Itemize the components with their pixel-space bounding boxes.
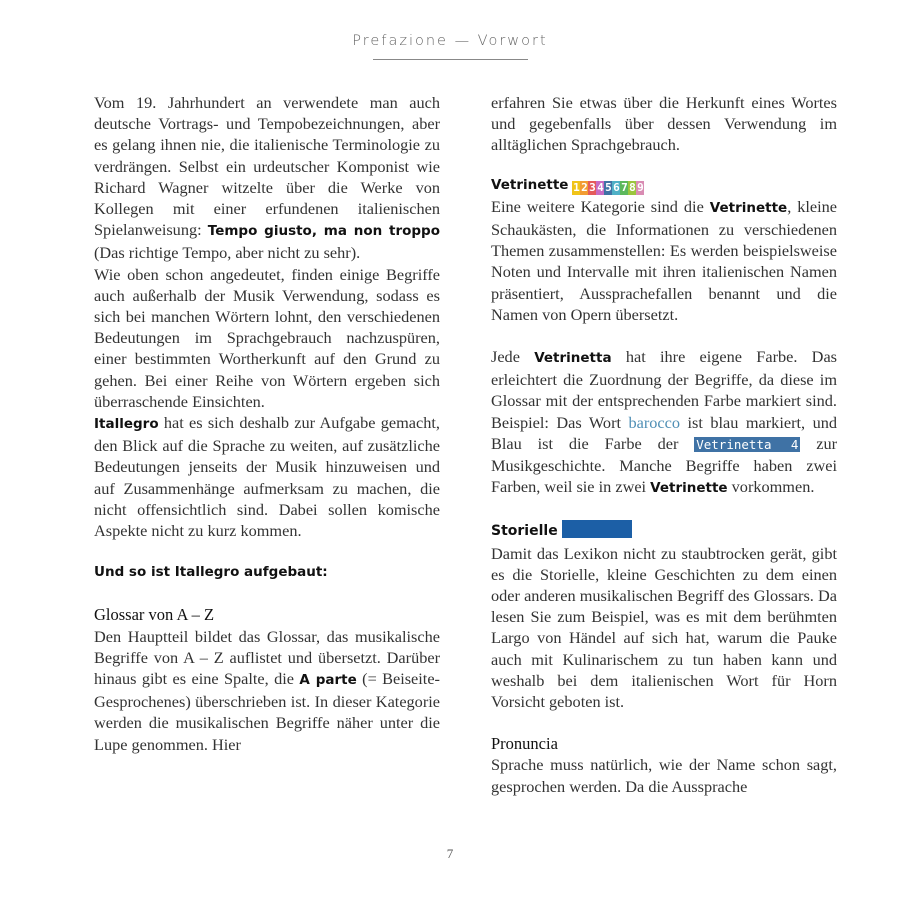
header-title: Prefazione — Vorwort <box>352 33 548 49</box>
vetrinetta-digit-4: 4 <box>597 180 604 194</box>
text: Vom 19. Jahrhundert an verwendete man auch deutsche Vortrags- und Tempobezeichnungen, aber es gelang ihnen nie, die italienische Terminologie zu verdrängen. Selbst ein urdeutscher Komponist wie Richard Wagner witzelte über die Werke von Kollegen mit einer erfundenen italienischen Spielanweisung: <box>94 93 440 240</box>
heading-pronuncia: Pronuncia <box>491 734 558 754</box>
right-column <box>491 92 837 797</box>
vetrinetta-digit-2: 2 <box>581 180 588 194</box>
text: ist blau markiert, und Blau ist die Farbe der <box>491 412 837 453</box>
text: Eine weitere Kategorie sind die <box>491 196 710 216</box>
text: Den Hauptteil bildet das Glossar, das musikalische Begriffe von A – Z auflistet und übersetzt. Darüber hinaus gibt es eine Spalte, die <box>94 626 440 689</box>
vetrinetta-digit-1: 1 <box>573 180 580 194</box>
text: hat es sich deshalb zur Aufgabe gemacht, den Blick auf die Sprache zu weiten, auf zusätzliche Bedeutungen jenseits der Musik hinzuweisen und auf Zusammenhänge aufmerksam zu machen, die nicht offensichtlich sind. Dabei sollen komische Aspekte nicht zu kurz kommen. <box>94 413 440 541</box>
running-header <box>0 32 900 50</box>
paragraph-vetrinette <box>491 196 837 325</box>
text: hat ihre eigene Farbe. Das erleichtert die Zuordnung der Begriffe, da diese im Glossar mit der entsprechenden Farbe markiert sind. Beispiel: Das Wort <box>491 347 838 432</box>
vetrinette-color-key <box>572 181 644 195</box>
heading-vetrinette <box>491 175 837 196</box>
page-number: 7 <box>446 846 454 861</box>
paragraph-herkunft: erfahren Sie etwas über die Herkunft eines Wortes und gegebenfalls über dessen Verwendung im alltäglichen Sprachgebrauch. <box>491 93 837 155</box>
storielle-color-bar <box>562 520 632 538</box>
term-vetrinetta: Vetrinetta <box>534 350 612 367</box>
header-rule <box>373 59 528 60</box>
paragraph-farbe <box>491 346 837 499</box>
vetrinetta-digit-6: 6 <box>613 180 620 194</box>
text: Jede <box>491 347 535 367</box>
left-column <box>94 92 440 755</box>
vetrinetta-digit-9: 9 <box>637 180 644 194</box>
text: , kleine Schaukästen, die Informationen zu verschiedenen Themen zusammenstellen: Es werden beispielsweise Noten und Intervalle mit ihren italienischen Namen präsentiert, Aussprachefallen benannt und die Namen von Opern übersetzt. <box>491 196 838 324</box>
term-barocco: barocco <box>628 412 681 432</box>
term-a-parte: A parte <box>299 672 357 689</box>
vetrinetta-digit-8: 8 <box>629 180 636 194</box>
heading-text: Vetrinette <box>491 176 569 193</box>
term-vetrinette: Vetrinette <box>709 199 788 216</box>
vetrinetta-digit-7: 7 <box>621 180 628 194</box>
text: vorkommen. <box>727 477 815 497</box>
heading-storielle <box>491 520 837 542</box>
vetrinetta-digit-5: 5 <box>605 180 612 194</box>
term-vetrinette-2: Vetrinette <box>650 480 728 497</box>
paragraph-begriffe: Wie oben schon angedeutet, finden einige Begriffe auch außerhalb der Musik Verwendung, sodass es sich bei manchen Wörtern lohnt, den verschiedenen Bedeutungen im Sprachgebrauch nachzuspüren, einer bestimmten Wortherkunft auf den Grund zu gehen. Bei einer Reihe von Wörtern ergeben sich überraschende Einsichten. <box>94 264 440 411</box>
paragraph-pronuncia: Sprache muss natürlich, wie der Name schon sagt, gesprochen werden. Da die Aussprache <box>491 755 837 796</box>
paragraph-itallegro <box>94 412 440 541</box>
text: (= Beiseite-Gesprochenes) überschrieben ist. In dieser Kategorie werden die musikalischen Begriffe näher unter die Lupe genommen. Hier <box>94 669 440 754</box>
paragraph-glossar <box>94 626 440 755</box>
paragraph-wagner <box>94 92 440 264</box>
heading-text: Storielle <box>491 523 558 540</box>
term-itallegro: Itallegro <box>94 416 159 433</box>
vetrinetta-digit-3: 3 <box>589 180 596 194</box>
paragraph-storielle: Damit das Lexikon nicht zu staubtrocken gerät, gibt es die Storielle, kleine Geschichten zu dem einen oder anderen musikalischen Begriff des Glossars. Da lesen Sie zum Beispiel, was es mit dem berühmten Largo von Händel auf sich hat, warum die Pauke auch mit Kulinarischem zu tun haben kann und weshalb bei dem italienischen Wort für Horn Vorsicht geboten ist. <box>491 543 837 712</box>
tag-vetrinetta-4: Vetrinetta 4 <box>696 436 799 452</box>
text: (Das richtige Tempo, aber nicht zu sehr). <box>94 243 361 263</box>
text: zur Musikgeschichte. Manche Begriffe haben zwei Farben, weil sie in zwei <box>491 433 838 497</box>
heading-glossar: Glossar von A – Z <box>94 605 215 625</box>
subheading-aufbau: Und so ist Itallegro aufgebaut: <box>94 564 328 581</box>
term-tempo-giusto: Tempo giusto, ma non troppo <box>207 223 440 240</box>
